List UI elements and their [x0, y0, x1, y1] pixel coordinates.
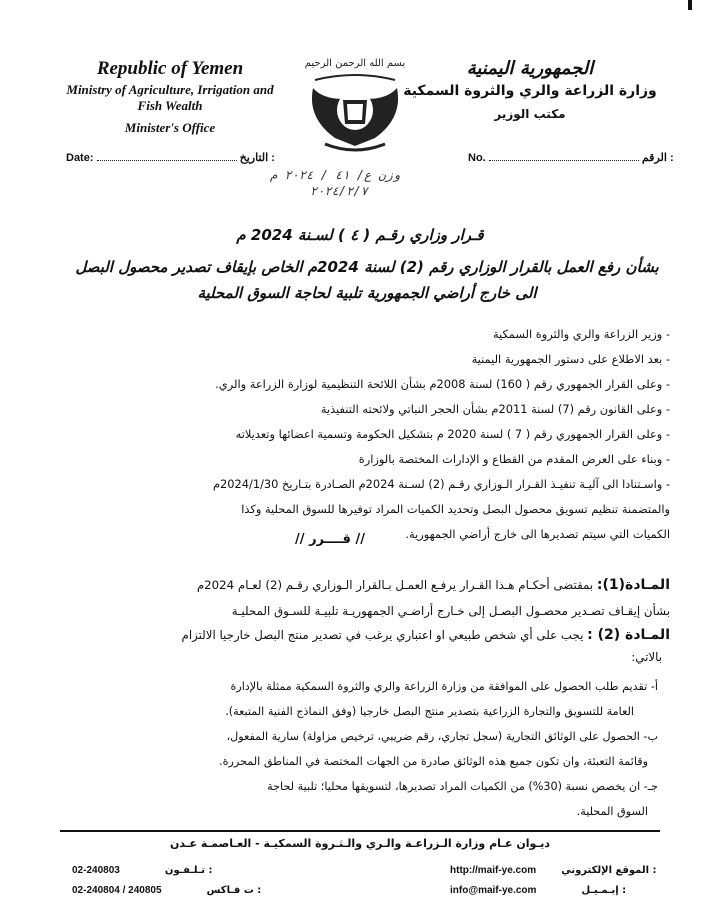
website-label: الموقع الإلكتروني : [561, 865, 657, 876]
fax-number: 02-240804 / 240805 [72, 885, 162, 896]
emblem-banner: بسم الله الرحمن الرحيم [304, 58, 406, 69]
phone-number: 02-240803 [72, 865, 120, 876]
list-item: أ- تقديم طلب الحصول على الموافقة من وزارة الزراعة والري والثروة السمكية ممثلة بالإدارة [230, 680, 658, 693]
preamble-line: الكميات التي سيتم تصديرها الى خارج أراضي الجمهورية. [405, 527, 670, 541]
preamble-line: - بعد الاطلاع على دستور الجمهورية اليمنية [471, 352, 670, 366]
list-item: السوق المحلية. [576, 805, 648, 818]
no-label-ar: الرقم : [641, 152, 674, 164]
date-label-en: Date: [66, 152, 94, 164]
fax-label: ت فـاكس : [206, 885, 262, 896]
article-1 [60, 572, 670, 624]
article-1-heading: المـادة(1): [596, 577, 670, 593]
date-label-ar: التاريخ : [239, 152, 275, 164]
article-2-line-2: بالاتي: [631, 650, 662, 664]
corner-mark [688, 0, 692, 10]
footer-address: ديـوان عـام وزارة الـزراعـة والـري والـثـروة السمكيـة - العـاصمـة عـدن [170, 837, 550, 850]
qarar-heading: // قــــرر // [295, 532, 365, 547]
decree-subject [62, 254, 672, 306]
list-item: العامة للتسويق والتجارة الزراعية بتصدير منتج البصل خارجيا (وفق النماذج الفنية المتبعة). [225, 705, 634, 718]
en-office: Minister's Office [124, 120, 216, 135]
article-1-line-2: بشأن إيقـاف تصـدير محصـول البصـل إلى خـارج أراضـي الجمهوريـة تلبيـة للسـوق المحليـة [231, 604, 670, 618]
list-item: جـ- ان يخصص نسبة (30%) من الكميات المراد تصديرها، لتسويقها محليا؛ تلبية لحاجة [267, 780, 658, 793]
ar-ministry: وزارة الزراعة والري والثروة السمكية [403, 83, 657, 99]
decree-title: قـرار وزاري رقـم ( ٤ ) لسـنة 2024 م [236, 226, 484, 244]
footer-fax [72, 878, 261, 897]
footer-email [450, 878, 626, 897]
ar-country: الجمهورية اليمنية [466, 58, 594, 79]
english-letterhead [60, 58, 280, 136]
number-row-right [468, 150, 674, 164]
no-label-en: No. [468, 152, 486, 164]
footer-divider [60, 830, 660, 832]
handwritten-date: ٢٠٢٤/٢/٧ [310, 184, 368, 198]
conditions-list [58, 674, 658, 824]
preamble-line: - وعلى القرار الجمهوري رقم ( 7 ) لسنة 2020 م بتشكيل الحكومة وتسمية اعضائها وتعديلاته [235, 427, 670, 441]
preamble [70, 322, 670, 547]
preamble-line: - واسـتنادا الى آليـة تنفيـذ القـرار الـوزاري رقـم (2) لسـنة 2024م الصـادرة بتـاريخ 2024/1/30م [212, 477, 670, 491]
preamble-line: - وزير الزراعة والري والثروة السمكية [492, 327, 670, 341]
subject-line-2: الى خارج أراضي الجمهورية تلبية لحاجة السوق المحلية [197, 284, 537, 302]
list-item: ب- الحصول على الوثائق التجارية (سجل تجاري، رقم ضريبي، ترخيص مزاولة) سارية المفعول، [226, 730, 658, 743]
ar-office: مكتب الوزير [494, 107, 566, 121]
article-2-line-1: يجب على أي شخص طبيعي او اعتباري يرغب في تصدير منتج البصل خارجيا الالتزام [181, 628, 584, 642]
date-row-left [66, 150, 275, 164]
article-2-heading: المـادة (2) : [587, 627, 670, 643]
date-dots [97, 150, 237, 161]
website-link[interactable]: http://maif-ye.com [450, 865, 537, 876]
subject-line-1: بشأن رفع العمل بالقرار الوزاري رقم (2) لسنة 2024م الخاص بإيقاف تصدير محصول البصل [75, 258, 659, 276]
phone-label: تـلـفـون : [164, 865, 213, 876]
footer-website [450, 858, 657, 877]
article-2 [60, 622, 670, 648]
preamble-line: - وعلى القانون رقم (7) لسنة 2011م بشأن الحجر النباتي ولائحته التنفيذية [320, 402, 670, 416]
preamble-line: - وبناء على العرض المقدم من القطاع و الإدارات المختصة بالوزارة [358, 452, 670, 466]
no-dots [489, 150, 639, 161]
email-link[interactable]: info@maif-ye.com [450, 885, 537, 896]
email-label: إيـمـيـل : [581, 885, 627, 896]
article-1-line-1: بمقتضى أحكـام هـذا القـرار يرفـع العمـل بـالقرار الـوزاري رقـم (2) لعـام 2024م [196, 578, 594, 592]
arabic-letterhead [380, 58, 680, 121]
list-item: وقائمة التعبئة، وان تكون جميع هذه الوثائق صادرة من الجهات المختصة في المناطق المحررة. [219, 755, 648, 768]
preamble-line: - وعلى القرار الجمهوري رقم ( 160) لسنة 2008م بشأن اللائحة التنظيمية لوزارة الزراعة والري. [215, 377, 670, 391]
en-ministry: Ministry of Agriculture, Irrigation and Fish Wealth [66, 82, 274, 113]
en-country: Republic of Yemen [96, 58, 244, 79]
handwritten-number: وزن ع/ ٤١ / ٢٠٢٤ م [270, 168, 401, 182]
footer-phone [72, 858, 213, 877]
preamble-line: والمتضمنة تنظيم تسويق محصول البصل وتحديد الكميات المراد توفيرها للسوق المحلية وكذا [241, 502, 670, 516]
